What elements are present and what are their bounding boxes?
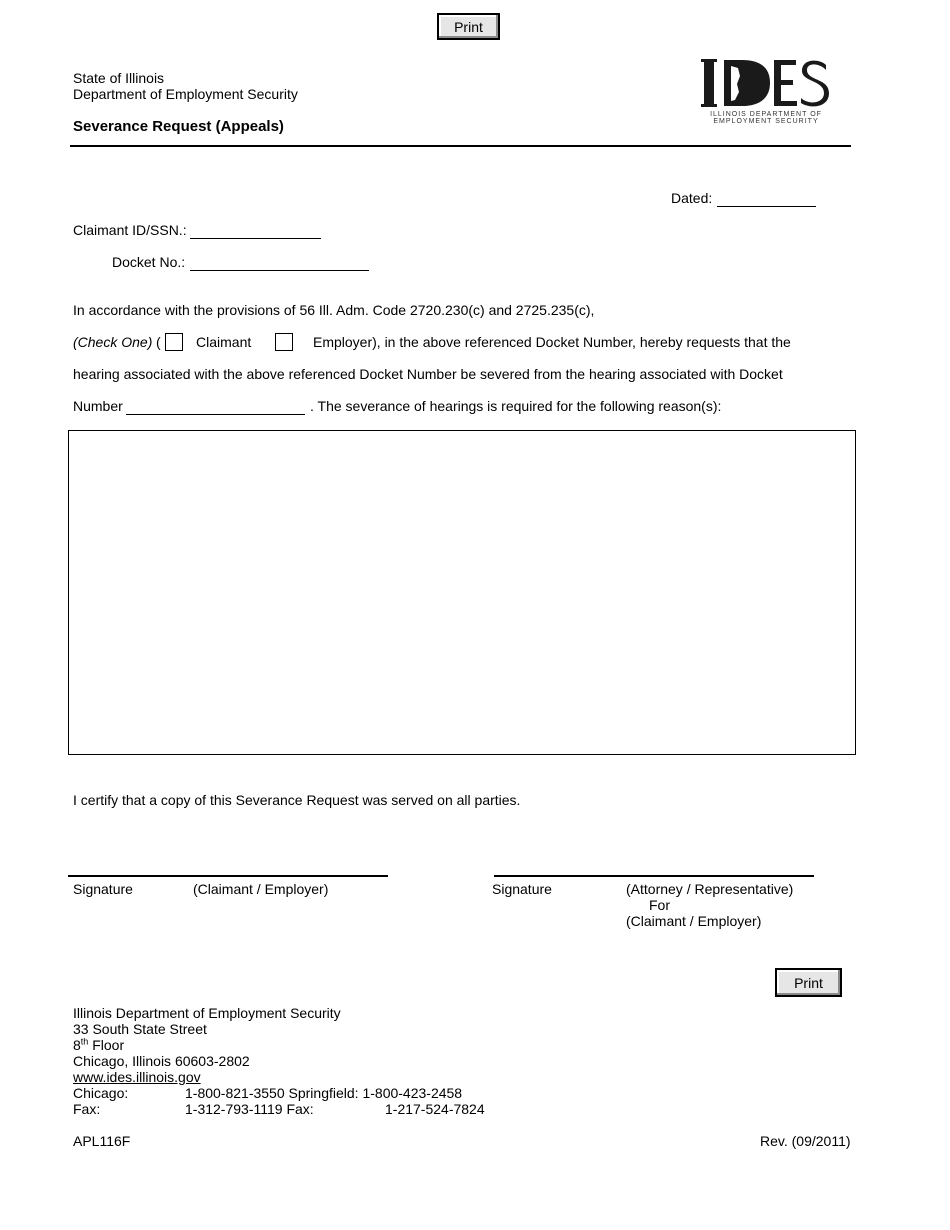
employer-option-text: Employer), in the above referenced Docket Number, hereby requests that the [313,334,791,350]
dated-field[interactable] [717,190,816,207]
revision-label: Rev. (09/2011) [760,1133,851,1149]
claimant-checkbox[interactable] [165,333,183,351]
signature-label-right: Signature [492,881,552,897]
reasons-textarea[interactable] [68,430,856,755]
employer-checkbox[interactable] [275,333,293,351]
fax-chicago: 1-312-793-1119 Fax: [185,1101,314,1117]
other-docket-field[interactable] [126,398,305,415]
ides-logo [700,56,832,126]
signature-line-right[interactable] [494,875,814,877]
phone-numbers: 1-800-821-3550 Springfield: 1-800-423-2458 [185,1085,463,1101]
docket-label: Docket No.: [112,254,186,270]
form-code: APL116F [73,1133,131,1149]
footer-city: Chicago, Illinois 60603-2802 [73,1053,250,1069]
hearing-text: hearing associated with the above referenced Docket Number be severed from the hearing associated with Docket [73,366,783,382]
claimant-option-label: Claimant [196,334,252,350]
signature-role-left: (Claimant / Employer) [193,881,329,897]
website-link[interactable]: www.ides.illinois.gov [73,1069,201,1085]
check-one-label: (Check One) [73,334,153,350]
logo-subtitle-2: EMPLOYMENT SECURITY [713,118,819,125]
print-button-top[interactable]: Print [437,13,500,40]
chicago-label: Chicago: [73,1085,129,1101]
footer-floor-sup: th [80,1036,89,1047]
paren-open: ( [156,334,161,350]
certify-text: I certify that a copy of this Severance Request was served on all parties. [73,792,521,808]
claimant-id-field[interactable] [190,222,321,239]
signature-line-left[interactable] [68,875,388,877]
logo-subtitle-1: ILLINOIS DEPARTMENT OF [710,111,822,118]
provisions-text: In accordance with the provisions of 56 Ill. Adm. Code 2720.230(c) and 2725.235(c), [73,302,595,318]
footer-floor-word: Floor [92,1037,125,1053]
reasons-text: . The severance of hearings is required for the following reason(s): [310,398,722,414]
state-name: State of Illinois [73,70,165,86]
footer-website[interactable] [73,1069,201,1085]
dated-label: Dated: [671,190,713,206]
signature-role-right-2: For [649,897,670,913]
footer-floor [73,1037,124,1053]
signature-label-left: Signature [73,881,133,897]
print-button-bottom[interactable]: Print [775,968,842,997]
header-divider [70,145,851,147]
department-name: Department of Employment Security [73,86,298,102]
footer-org: Illinois Department of Employment Security [73,1005,341,1021]
fax-springfield: 1-217-524-7824 [385,1101,485,1117]
number-label: Number [73,398,123,414]
form-title: Severance Request (Appeals) [73,118,284,135]
fax-label: Fax: [73,1101,101,1117]
claimant-id-label: Claimant ID/SSN.: [73,222,187,238]
footer-floor-number: 8 [73,1037,81,1053]
footer-street: 33 South State Street [73,1021,207,1037]
signature-role-right-1: (Attorney / Representative) [626,881,794,897]
signature-role-right-3: (Claimant / Employer) [626,913,762,929]
docket-field[interactable] [190,254,369,271]
